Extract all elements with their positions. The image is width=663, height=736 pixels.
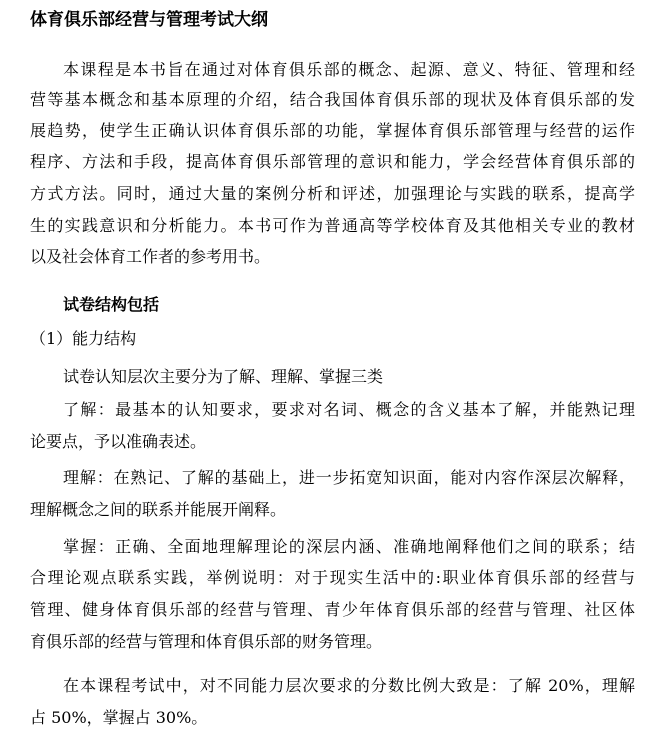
paragraph-line: 育俱乐部的经营与管理和体育俱乐部的财务管理。	[30, 632, 383, 651]
levels-intro: 试卷认知层次主要分为了解、理解、掌握三类	[63, 367, 384, 386]
paragraph-line: 掌握：正确、全面地理解理论的深层内涵、准确地阐释他们之间的联系；结	[63, 537, 635, 556]
section-heading: 试卷结构包括	[63, 295, 160, 314]
paragraph-line: 管理、健身体育俱乐部的经营与管理、青少年体育俱乐部的经营与管理、社区体	[30, 600, 635, 619]
subsection-heading: （1）能力结构	[30, 329, 137, 348]
paragraph-line: 以及社会体育工作者的参考用书。	[30, 247, 271, 266]
paragraph-line: 合理论观点联系实践，举例说明：对于现实生活中的:职业体育俱乐部的经营与	[30, 568, 635, 587]
document-title: 体育俱乐部经营与管理考试大纲	[30, 10, 268, 30]
paragraph-line: 程序、方法和手段，提高体育俱乐部管理的意识和能力，学会经营体育俱乐部的	[30, 152, 635, 171]
paragraph-line: 展趋势，使学生正确认识体育俱乐部的功能，掌握体育俱乐部管理与经营的运作	[30, 121, 635, 140]
paragraph-line: 占 50%，掌握占 30%。	[30, 708, 208, 727]
paragraph-line: 在本课程考试中，对不同能力层次要求的分数比例大致是：了解 20%，理解	[63, 676, 635, 695]
paragraph-line: 了解：最基本的认知要求，要求对名词、概念的含义基本了解，并能熟记理	[63, 400, 635, 419]
paragraph-line: 论要点，予以准确表述。	[30, 432, 207, 451]
paragraph-line: 理解概念之间的联系并能展开阐释。	[30, 500, 287, 519]
paragraph-line: 营等基本概念和基本原理的介绍，结合我国体育俱乐部的现状及体育俱乐部的发	[30, 90, 635, 109]
paragraph-line: 理解：在熟记、了解的基础上，进一步拓宽知识面，能对内容作深层次解释，	[63, 468, 635, 487]
paragraph-line: 方式方法。同时，通过大量的案例分析和评述，加强理论与实践的联系，提高学	[30, 184, 635, 203]
paragraph-line: 本课程是本书旨在通过对体育俱乐部的概念、起源、意义、特征、管理和经	[63, 60, 635, 79]
paragraph-line: 生的实践意识和分析能力。本书可作为普通高等学校体育及其他相关专业的教材	[30, 216, 635, 235]
